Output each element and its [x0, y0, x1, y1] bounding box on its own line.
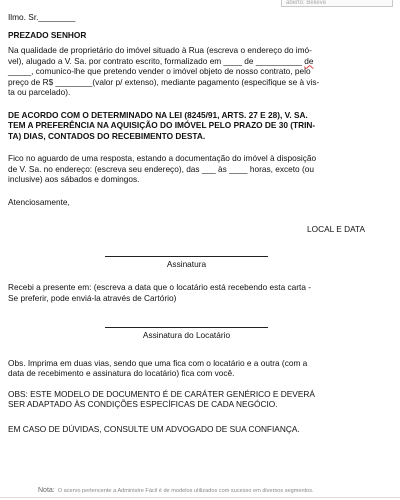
footer-note — [38, 487, 398, 494]
text-line: data de recebimento e assinatura do locatário) fica com você. — [8, 368, 235, 378]
spellcheck-word: de — [304, 55, 314, 66]
paragraph-receipt — [8, 282, 365, 303]
text-line: TEM A PREFERÊNCIA NA AQUISIÇÃO DO IMÓVEL PELO PRAZO DE 30 (TRIN- — [8, 120, 316, 130]
paragraph-await — [8, 153, 365, 185]
text-line: de V. Sa. no endereço: (escreva seu endereço), das ___ às ____ horas, exceto (ou — [8, 163, 314, 174]
footer-divider — [0, 497, 400, 498]
text-span: vel), alugado a V. Sa. por contrato escrito, formalizado em ____ de __________ — [8, 55, 302, 66]
paragraph-obs2 — [8, 389, 365, 410]
paragraph-law — [8, 110, 365, 142]
document-heading: PREZADO SENHOR — [8, 29, 87, 40]
text-line: DE ACORDO COM O DETERMINADO NA LEI (8245/91, ARTS. 27 E 28), V. SA. — [8, 109, 308, 120]
text-line: ta ou parcelado). — [8, 87, 71, 97]
text-line: Se preferir, pode enviá-la através de Cartório) — [8, 292, 177, 303]
advice: EM CASO DE DÚVIDAS, CONSULTE UM ADVOGADO DE SUA CONFIANÇA. — [8, 423, 300, 434]
signature-label: Assinatura — [166, 258, 207, 269]
text-line: Obs. Imprima em duas vias, sendo que uma fica com o locatário e a outra (com a — [8, 357, 308, 368]
paragraph-intro — [8, 45, 365, 98]
text-line: SER ADAPTADO ÀS CONDIÇÕES ESPECÍFICAS DE CADA NEGÓCIO. — [8, 399, 278, 409]
paragraph-obs1 — [8, 358, 365, 379]
text-line: Na qualidade de proprietário do imóvel situado à Rua (escreva o endereço do imó- — [8, 45, 312, 55]
footer-note-text: O acervo pertencente a Administre Fácil é de modelos utilizados com sucesso em diversos segmentos. — [57, 488, 314, 494]
signature-line — [105, 256, 268, 257]
place-date: LOCAL E DATA — [307, 224, 365, 234]
text-line: Fico no aguardo de uma resposta, estando a documentação do imóvel à disposição — [8, 153, 317, 163]
salutation: Ilmo. Sr.________ — [8, 12, 76, 22]
text-line: _____, comunico-lhe que pretendo vender o imóvel objeto de nosso contrato, pelo — [8, 66, 311, 76]
text-line: preço de R$ ________(valor p/ extenso), mediante pagamento (especifique se à vis- — [8, 76, 320, 87]
text-line — [8, 56, 365, 67]
text-line: OBS: ESTE MODELO DE DOCUMENTO É DE CARÁTER GENÉRICO E DEVERÁ — [8, 388, 315, 399]
footer-note-label: Nota: — [38, 487, 55, 494]
text-line: TA) DIAS, CONTADOS DO RECEBIMENTO DESTA. — [8, 130, 206, 141]
text-line: Recebi a presente em: (escreva a data que o locatário está recebendo esta carta - — [8, 282, 312, 292]
tenant-signature-line — [105, 327, 268, 328]
closing: Atenciosamente, — [8, 196, 70, 207]
text-line: inclusive) aos sábados e domingos. — [8, 174, 140, 184]
document-body — [8, 12, 365, 434]
tenant-signature-label: Assinatura do Locatário — [142, 330, 231, 340]
top-text-field[interactable]: aberto: Believe — [281, 0, 393, 7]
